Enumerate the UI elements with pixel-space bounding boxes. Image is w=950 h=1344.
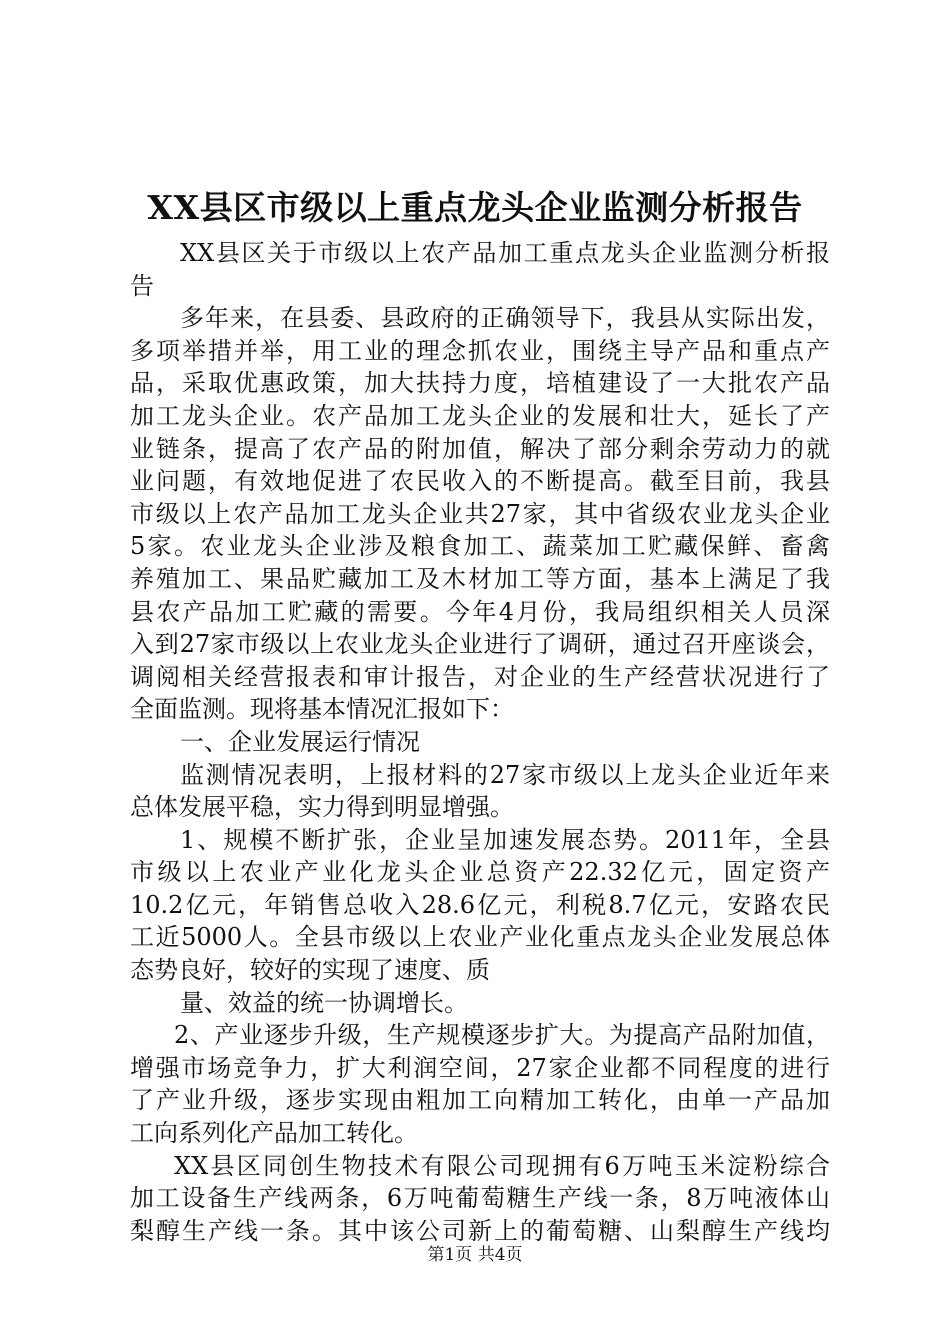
body-line: 总体发展平稳，实力得到明显增强。 bbox=[130, 793, 514, 822]
body-line: 多年来，在县委、县政府的正确领导下，我县从实际出发， bbox=[180, 304, 830, 333]
page-number: 第1页 共4页 bbox=[427, 1245, 523, 1265]
body-line: 2、产业逐步升级，生产规模逐步扩大。为提高产品附加值， bbox=[174, 1021, 830, 1050]
body-line: 了产业升级，逐步实现由粗加工向精加工转化，由单一产品加 bbox=[130, 1086, 830, 1115]
body-line: 调阅相关经营报表和审计报告，对企业的生产经营状况进行了 bbox=[130, 662, 830, 691]
body-line: XX县区同创生物技术有限公司现拥有6万吨玉米淀粉综合 bbox=[174, 1151, 830, 1180]
document-title: XX县区市级以上重点龙头企业监测分析报告 bbox=[147, 188, 803, 227]
body-line: 告 bbox=[130, 271, 154, 300]
body-line: 梨醇生产线一条。其中该公司新上的葡萄糖、山梨醇生产线均 bbox=[130, 1216, 830, 1245]
body-line: 5家。农业龙头企业涉及粮食加工、蔬菜加工贮藏保鲜、畜禽 bbox=[130, 532, 830, 561]
body-line: 业问题，有效地促进了农民收入的不断提高。截至目前，我县 bbox=[130, 467, 830, 496]
body-line: 加工龙头企业。农产品加工龙头企业的发展和壮大，延长了产 bbox=[130, 401, 830, 430]
body-line: 增强市场竞争力，扩大利润空间，27家企业都不同程度的进行 bbox=[130, 1053, 830, 1082]
body-line: 加工设备生产线两条，6万吨葡萄糖生产线一条，8万吨液体山 bbox=[130, 1184, 830, 1213]
body-line: 态势良好，较好的实现了速度、质 bbox=[130, 956, 490, 985]
body-line: 工向系列化产品加工转化。 bbox=[130, 1119, 418, 1148]
body-line: 多项举措并举，用工业的理念抓农业，围绕主导产品和重点产 bbox=[130, 336, 830, 365]
body-line: 监测情况表明，上报材料的27家市级以上龙头企业近年来 bbox=[180, 760, 830, 789]
body-line: 品，采取优惠政策，加大扶持力度，培植建设了一大批农产品 bbox=[130, 369, 830, 398]
body-line: 市级以上农业产业化龙头企业总资产22.32亿元，固定资产 bbox=[130, 858, 830, 887]
body-line: 量、效益的统一协调增长。 bbox=[180, 988, 468, 1017]
body-line: 县农产品加工贮藏的需要。今年4月份，我局组织相关人员深 bbox=[130, 597, 830, 626]
body-line: XX县区关于市级以上农产品加工重点龙头企业监测分析报 bbox=[180, 239, 830, 267]
body-line: 养殖加工、果品贮藏加工及木材加工等方面，基本上满足了我 bbox=[130, 564, 830, 593]
section-heading: 一、企业发展运行情况 bbox=[180, 727, 420, 756]
body-line: 全面监测。现将基本情况汇报如下： bbox=[130, 695, 514, 724]
body-line: 入到27家市级以上农业龙头企业进行了调研，通过召开座谈会， bbox=[130, 630, 830, 659]
body-line: 1、规模不断扩张，企业呈加速发展态势。2011年，全县 bbox=[180, 825, 830, 854]
body-line: 工近5000人。全县市级以上农业产业化重点龙头企业发展总体 bbox=[130, 923, 830, 952]
body-line: 市级以上农产品加工龙头企业共27家，其中省级农业龙头企业 bbox=[130, 499, 830, 528]
body-line: 业链条，提高了农产品的附加值，解决了部分剩余劳动力的就 bbox=[130, 434, 830, 463]
document-body bbox=[130, 237, 830, 1247]
body-line: 10.2亿元，年销售总收入28.6亿元，利税8.7亿元，安路农民 bbox=[130, 890, 830, 919]
